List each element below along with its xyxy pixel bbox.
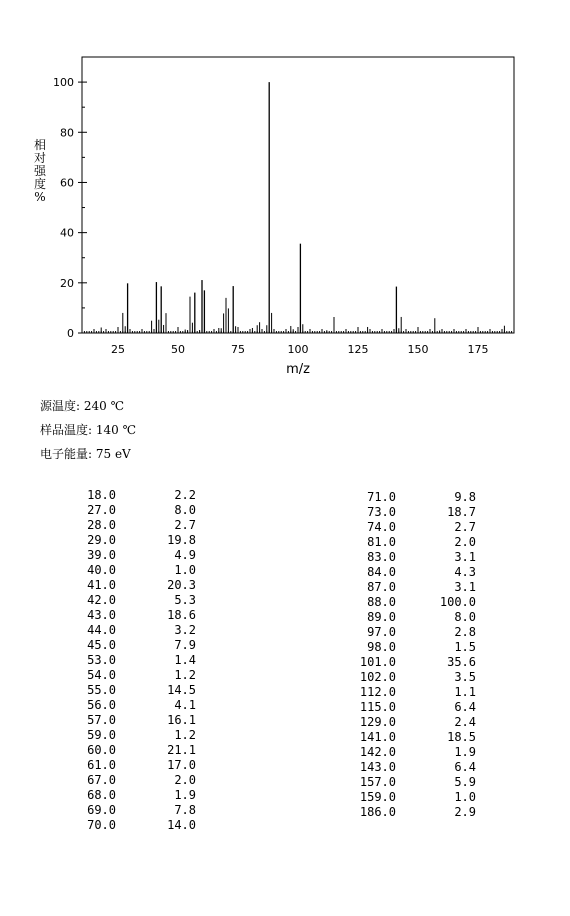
peak-row [352, 580, 476, 595]
x-tick-label: 175 [467, 343, 489, 356]
peak-mz: 81.0 [367, 535, 396, 549]
peak-mz: 157.0 [359, 775, 396, 789]
y-axis-label-char: 度 [33, 177, 47, 191]
peak-mz: 53.0 [87, 653, 116, 667]
peak-intensity: 2.0 [174, 773, 196, 787]
peak-mz: 97.0 [367, 625, 396, 639]
peak-mz: 42.0 [87, 593, 116, 607]
peak-row [72, 578, 196, 593]
peak-row [352, 625, 476, 640]
peak-row [72, 548, 196, 563]
y-axis-label-char: 相 [33, 138, 47, 152]
peak-row [72, 758, 196, 773]
peak-intensity: 2.2 [174, 488, 196, 502]
peak-mz: 129.0 [359, 715, 396, 729]
peak-row [352, 730, 476, 745]
peak-mz: 43.0 [87, 608, 116, 622]
peak-row [352, 490, 476, 505]
peak-mz: 61.0 [87, 758, 116, 772]
peak-mz: 84.0 [367, 565, 396, 579]
peak-mz: 101.0 [359, 655, 396, 669]
peak-intensity: 35.6 [447, 655, 476, 669]
peak-row [352, 670, 476, 685]
peak-intensity: 3.2 [174, 623, 196, 637]
condition-label: 电子能量: [40, 447, 93, 461]
peak-intensity: 4.3 [454, 565, 476, 579]
peak-intensity: 5.3 [174, 593, 196, 607]
peak-row [352, 715, 476, 730]
condition-value: 140 ℃ [95, 423, 137, 437]
peak-intensity: 100.0 [439, 595, 476, 609]
peak-row [72, 623, 196, 638]
x-tick-label: 100 [287, 343, 309, 356]
peak-row [72, 728, 196, 743]
peak-row [72, 518, 196, 533]
peak-mz: 60.0 [87, 743, 116, 757]
x-axis-label: m/z [286, 362, 310, 377]
peak-row [352, 520, 476, 535]
peak-row [72, 713, 196, 728]
peak-intensity: 7.9 [174, 638, 196, 652]
peak-table-right [352, 490, 476, 820]
plot-frame [82, 57, 514, 333]
peak-intensity: 2.0 [454, 535, 476, 549]
peak-intensity: 2.7 [454, 520, 476, 534]
peak-row [352, 655, 476, 670]
peak-row [72, 488, 196, 503]
peak-mz: 141.0 [359, 730, 396, 744]
peak-mz: 143.0 [359, 760, 396, 774]
peak-intensity: 2.4 [454, 715, 476, 729]
peak-row [72, 668, 196, 683]
x-axis [82, 327, 514, 356]
y-tick-label: 0 [67, 327, 74, 340]
peak-mz: 57.0 [87, 713, 116, 727]
condition-value: 75 eV [95, 447, 131, 461]
y-tick-label: 40 [60, 226, 74, 240]
peak-mz: 69.0 [87, 803, 116, 817]
y-axis-label-char: 对 [33, 151, 47, 165]
peak-mz: 87.0 [367, 580, 396, 594]
peak-mz: 74.0 [367, 520, 396, 534]
peak-mz: 55.0 [87, 683, 116, 697]
peak-row [72, 653, 196, 668]
peak-row [72, 683, 196, 698]
peak-intensity: 19.8 [167, 533, 196, 547]
y-axis-label-char: 强 [33, 164, 47, 178]
peak-mz: 102.0 [359, 670, 396, 684]
peak-intensity: 1.5 [454, 640, 476, 654]
peak-row [352, 610, 476, 625]
peak-intensity: 9.8 [454, 490, 476, 504]
peak-row [72, 533, 196, 548]
peak-intensity: 2.8 [454, 625, 476, 639]
peak-mz: 56.0 [87, 698, 116, 712]
peak-row [352, 595, 476, 610]
peak-row [352, 790, 476, 805]
x-tick-label: 50 [171, 343, 185, 356]
peak-mz: 44.0 [87, 623, 116, 637]
peak-mz: 54.0 [87, 668, 116, 682]
peak-mz: 28.0 [87, 518, 116, 532]
peak-intensity: 20.3 [167, 578, 196, 592]
peak-intensity: 1.0 [454, 790, 476, 804]
peak-intensity: 3.1 [454, 550, 476, 564]
peak-intensity: 1.0 [174, 563, 196, 577]
peak-mz: 39.0 [87, 548, 116, 562]
peak-mz: 115.0 [359, 700, 396, 714]
peak-row [352, 640, 476, 655]
peak-intensity: 3.1 [454, 580, 476, 594]
peak-intensity: 21.1 [167, 743, 196, 757]
peak-intensity: 5.9 [454, 775, 476, 789]
peak-mz: 67.0 [87, 773, 116, 787]
peak-row [352, 775, 476, 790]
peak-intensity: 1.9 [454, 745, 476, 759]
condition-value: 240 ℃ [83, 399, 125, 413]
peak-intensity: 4.9 [174, 548, 196, 562]
peak-intensity: 2.9 [454, 805, 476, 819]
peak-intensity: 3.5 [454, 670, 476, 684]
peak-intensity: 8.0 [174, 503, 196, 517]
peak-intensity: 1.2 [174, 728, 196, 742]
peak-row [352, 760, 476, 775]
peak-mz: 68.0 [87, 788, 116, 802]
peak-bars [101, 82, 504, 333]
peak-row [72, 773, 196, 788]
peak-intensity: 2.7 [174, 518, 196, 532]
peak-row [352, 700, 476, 715]
peak-mz: 98.0 [367, 640, 396, 654]
peak-mz: 83.0 [367, 550, 396, 564]
x-tick-label: 125 [347, 343, 369, 356]
peak-intensity: 18.7 [447, 505, 476, 519]
mass-spectrum-chart [0, 0, 570, 390]
peak-intensity: 6.4 [454, 760, 476, 774]
y-axis-label [34, 137, 47, 204]
peak-row [72, 743, 196, 758]
peak-mz: 18.0 [87, 488, 116, 502]
peak-intensity: 8.0 [454, 610, 476, 624]
peak-mz: 27.0 [87, 503, 116, 517]
peak-row [72, 503, 196, 518]
peak-row [352, 805, 476, 820]
peak-mz: 29.0 [87, 533, 116, 547]
y-tick-label: 60 [60, 176, 74, 190]
peak-mz: 186.0 [359, 805, 396, 819]
peak-row [352, 550, 476, 565]
peak-row [72, 593, 196, 608]
electron-energy [40, 445, 131, 462]
y-axis-label-char: % [34, 190, 46, 204]
peak-mz: 88.0 [367, 595, 396, 609]
peak-row [352, 565, 476, 580]
peak-row [72, 788, 196, 803]
peak-mz: 159.0 [359, 790, 396, 804]
peak-mz: 41.0 [87, 578, 116, 592]
peak-row [352, 745, 476, 760]
peak-mz: 73.0 [367, 505, 396, 519]
peak-intensity: 4.1 [174, 698, 196, 712]
peak-row [72, 608, 196, 623]
peak-row [72, 563, 196, 578]
peak-intensity: 14.5 [167, 683, 196, 697]
x-tick-label: 75 [231, 343, 245, 356]
y-tick-label: 80 [60, 126, 74, 140]
peak-row [72, 803, 196, 818]
peak-intensity: 7.8 [174, 803, 196, 817]
peak-intensity: 1.2 [174, 668, 196, 682]
peak-intensity: 14.0 [167, 818, 196, 832]
peak-mz: 142.0 [359, 745, 396, 759]
peak-intensity: 17.0 [167, 758, 196, 772]
y-tick-label: 20 [60, 276, 74, 290]
peak-row [72, 698, 196, 713]
peak-mz: 59.0 [87, 728, 116, 742]
x-tick-label: 150 [407, 343, 429, 356]
peak-mz: 71.0 [367, 490, 396, 504]
condition-label: 样品温度: [40, 423, 93, 437]
peak-intensity: 1.4 [174, 653, 196, 667]
x-tick-label: 25 [111, 343, 125, 356]
sample-temperature [40, 421, 136, 438]
peak-row [352, 505, 476, 520]
peak-row [72, 638, 196, 653]
peak-intensity: 1.9 [174, 788, 196, 802]
peak-mz: 70.0 [87, 818, 116, 832]
peak-intensity: 18.5 [447, 730, 476, 744]
peak-row [72, 818, 196, 833]
y-tick-label: 100 [53, 76, 74, 90]
peak-mz: 112.0 [359, 685, 396, 699]
peak-table-left [72, 488, 196, 833]
peak-intensity: 18.6 [167, 608, 196, 622]
peak-mz: 89.0 [367, 610, 396, 624]
peak-intensity: 16.1 [167, 713, 196, 727]
source-temperature [40, 397, 124, 414]
peak-intensity: 6.4 [454, 700, 476, 714]
peak-row [352, 685, 476, 700]
peak-mz: 45.0 [87, 638, 116, 652]
peak-intensity: 1.1 [454, 685, 476, 699]
peak-mz: 40.0 [87, 563, 116, 577]
condition-label: 源温度: [40, 399, 81, 413]
peak-row [352, 535, 476, 550]
